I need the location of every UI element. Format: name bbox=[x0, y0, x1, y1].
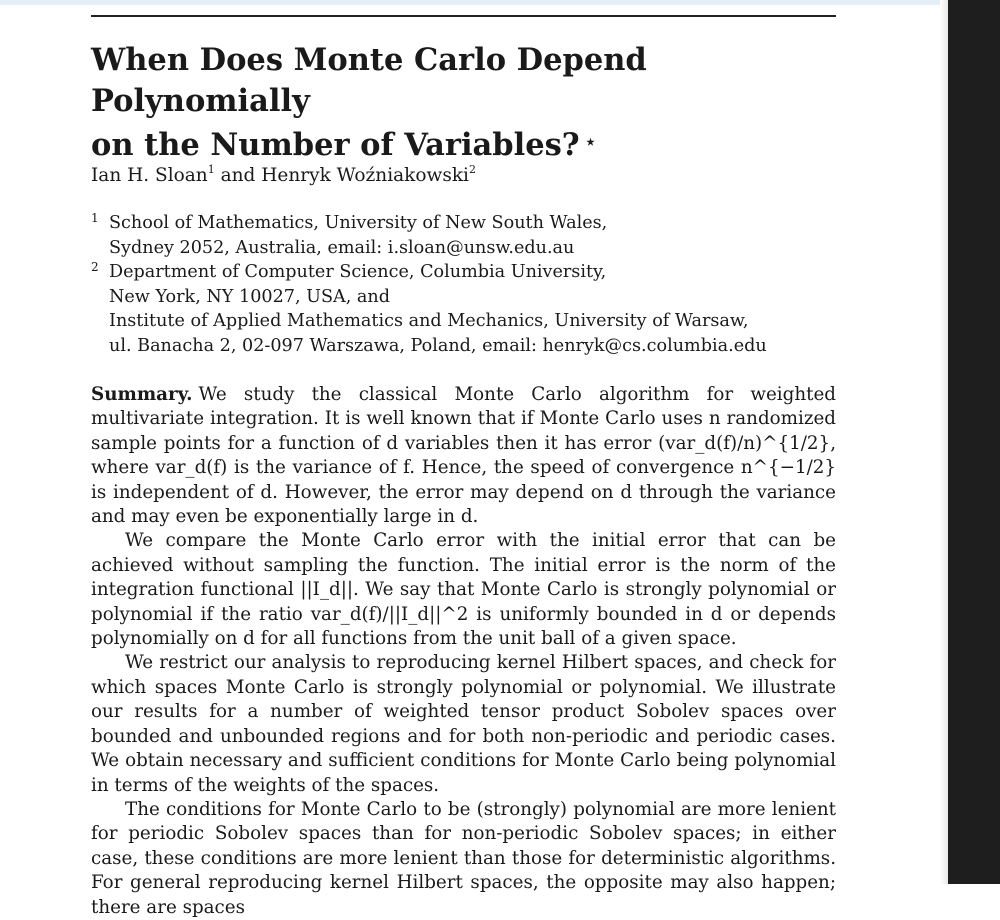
abstract-paragraph: We compare the Monte Carlo error with the initial error that can be achieved without sampling the function. The initial error is the norm of the integration functional ||I_d||. We say that Monte Carlo is strongly polynomial or polynomial if the ratio var_d(f)/||I_d||^2 is uniformly bounded in d or depends polynomially on d for all functions from the unit ball of a given space. bbox=[91, 530, 836, 650]
title-rule bbox=[91, 15, 836, 17]
affiliation-line: ul. Banacha 2, 02-097 Warszawa, Poland, email: henryk@cs.columbia.edu bbox=[109, 335, 767, 356]
author-name: Ian H. Sloan bbox=[91, 165, 208, 186]
title-line-1: When Does Monte Carlo Depend Polynomially bbox=[91, 42, 647, 119]
affiliation-number: 2 bbox=[91, 260, 99, 274]
affiliation-1 bbox=[91, 211, 836, 260]
abstract-paragraph: The conditions for Monte Carlo to be (strongly) polynomial are more lenient for periodic Sobolev spaces than for non-periodic Sobolev spaces; in either case, these conditions are more lenient than those for deterministic algorithms. For general reproducing kernel Hilbert spaces, the opposite may also happen; there are spaces bbox=[91, 798, 836, 918]
affiliation-line: New York, NY 10027, USA, and bbox=[109, 286, 391, 307]
title-line-2: on the Number of Variables? bbox=[91, 127, 580, 163]
author-affil-ref: 2 bbox=[468, 163, 476, 176]
paragraph-text: We study the classical Monte Carlo algorithm for weighted multivariate integration. It is well known that if Monte Carlo uses n randomized sample points for a function of d variables then it has error (var_d(f)/n)^{1/2}, where var_d(f) is the variance of f. Hence, the speed of convergence n^{−1/2} is independent of d. However, the error may depend on d through the variance and may even be exponentially large in d. bbox=[91, 384, 836, 528]
viewer-side-panel bbox=[948, 0, 1000, 884]
abstract bbox=[91, 383, 836, 920]
affiliation-2 bbox=[91, 260, 836, 358]
author-connector: and bbox=[220, 165, 256, 186]
summary-label: Summary. bbox=[91, 384, 193, 405]
affiliation-number: 1 bbox=[91, 211, 99, 225]
author-list bbox=[91, 163, 476, 189]
author-name: Henryk Woźniakowski bbox=[261, 165, 469, 186]
abstract-paragraph bbox=[91, 383, 836, 529]
abstract-paragraph: We restrict our analysis to reproducing kernel Hilbert spaces, and check for which spaces Monte Carlo is strongly polynomial or polynomial. We illustrate our results for a number of weighted tensor product Sobolev spaces over bounded and unbounded regions and for both non-periodic and periodic cases. We obtain necessary and sufficient conditions for Monte Carlo being polynomial in terms of the weights of the spaces. bbox=[91, 652, 836, 796]
page-edge-shadow bbox=[940, 0, 948, 884]
affiliation-line: School of Mathematics, University of New South Wales, bbox=[109, 213, 608, 233]
paper-title bbox=[91, 40, 836, 166]
affiliation-line: Sydney 2052, Australia, email: i.sloan@unsw.edu.au bbox=[109, 237, 575, 258]
affiliation-line: Institute of Applied Mathematics and Mechanics, University of Warsaw, bbox=[109, 311, 749, 331]
author-affil-ref: 1 bbox=[207, 163, 215, 176]
viewer-top-bar bbox=[0, 0, 948, 5]
affiliation-line: Department of Computer Science, Columbia University, bbox=[109, 262, 607, 282]
title-footnote-mark: ⋆ bbox=[583, 130, 598, 155]
